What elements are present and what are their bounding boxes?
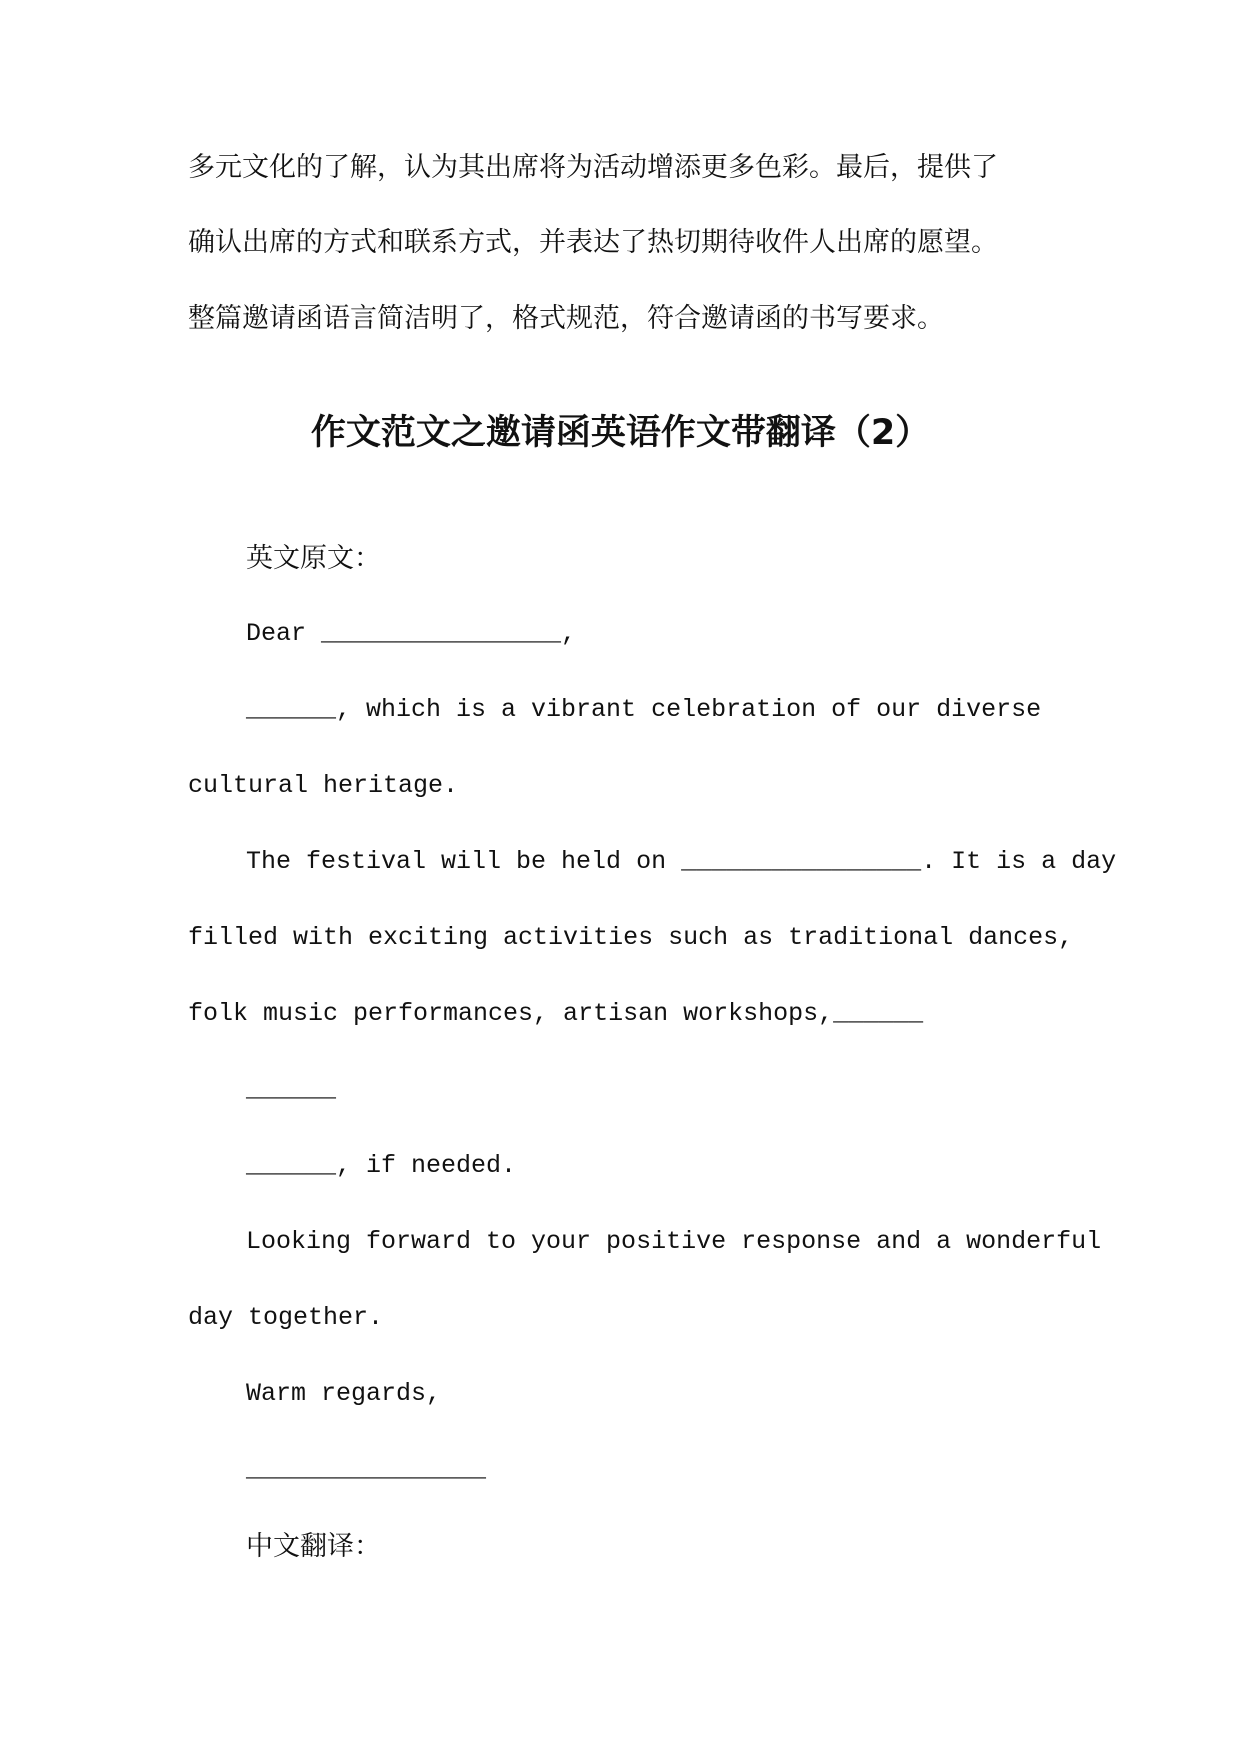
letter-blank-line: ______	[246, 1075, 337, 1104]
chinese-heading: 中文翻译：	[246, 1531, 381, 1562]
english-heading: 英文原文：	[246, 543, 381, 574]
summary-line-2: 确认出席的方式和联系方式，并表达了热切期待收件人出席的愿望。	[188, 227, 998, 258]
letter-closing: Warm regards,	[246, 1379, 442, 1408]
letter-p3-line-1: ______, if needed.	[246, 1151, 517, 1180]
letter-p4-line-1: Looking forward to your positive response and a wonderful	[246, 1227, 1102, 1256]
letter-p1-line-2: cultural heritage.	[188, 771, 459, 800]
letter-p2-line-3: folk music performances, artisan workshops,______	[188, 999, 924, 1028]
letter-signature: ________________	[246, 1455, 487, 1484]
letter-p2-line-1: The festival will be held on ________________. It is a day	[246, 847, 1117, 876]
letter-p4-line-2: day together.	[188, 1303, 384, 1332]
section-title: 作文范文之邀请函英语作文带翻译（2）	[310, 413, 931, 453]
letter-salutation: Dear ________________,	[246, 619, 577, 648]
summary-line-1: 多元文化的了解，认为其出席将为活动增添更多色彩。最后，提供了	[188, 152, 998, 183]
letter-p2-line-2: filled with exciting activities such as traditional dances,	[188, 923, 1074, 952]
letter-p1-line-1: ______, which is a vibrant celebration of our diverse	[246, 695, 1042, 724]
summary-line-3: 整篇邀请函语言简洁明了，格式规范，符合邀请函的书写要求。	[188, 303, 944, 334]
